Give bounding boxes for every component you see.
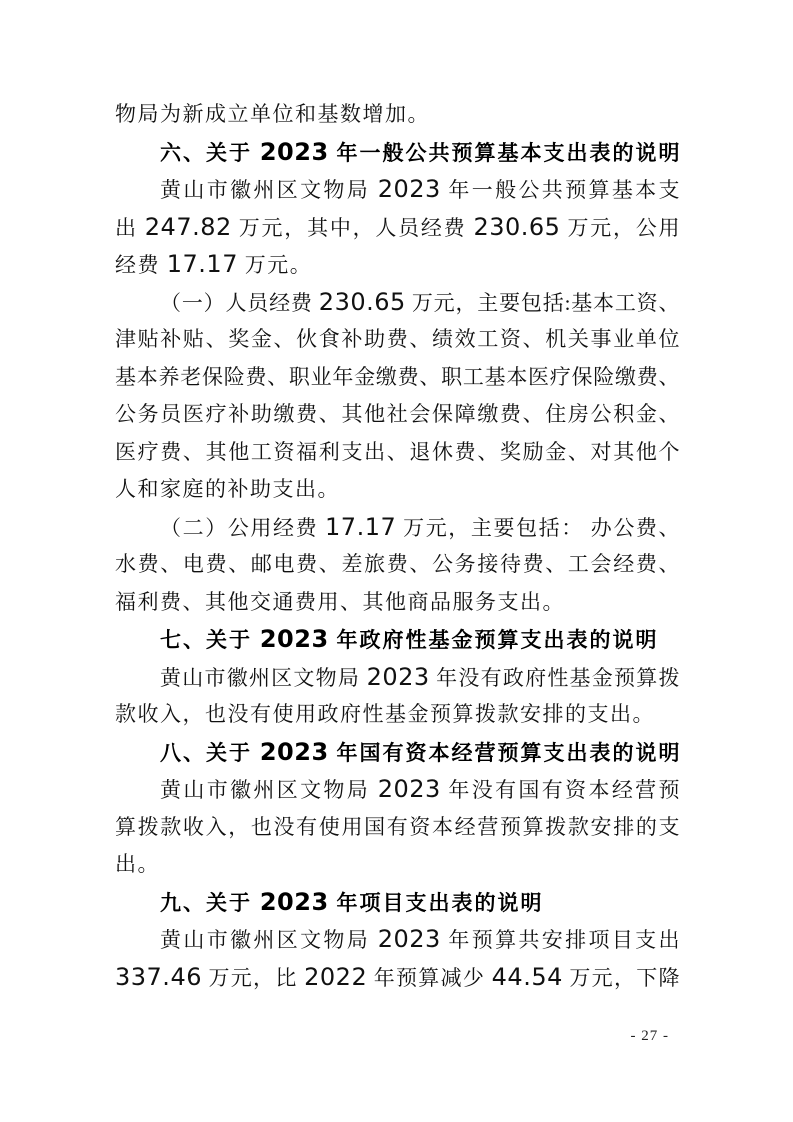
body-line-item-two: （二）公用经费 17.17 万元，主要包括： 办公费、 bbox=[160, 512, 681, 541]
body-line: 津贴补贴、奖金、伙食补助费、绩效工资、机关事业单位 bbox=[115, 327, 680, 351]
body-line: 黄山市徽州区文物局 2023 年没有政府性基金预算拨 bbox=[160, 662, 680, 691]
body-line: 算拨款收入，也没有使用国有资本经营预算拨款安排的支 bbox=[115, 814, 680, 839]
body-line: 福利费、其他交通费用、其他商品服务支出。 bbox=[115, 589, 565, 614]
section-heading-eight: 八、关于 2023 年国有资本经营预算支出表的说明 bbox=[160, 737, 682, 766]
body-line: 黄山市徽州区文物局 2023 年没有国有资本经营预 bbox=[160, 775, 681, 803]
body-line: 出 247.82 万元，其中，人员经费 230.65 万元，公用 bbox=[115, 212, 681, 241]
body-line: 公务员医疗补助缴费、其他社会保障缴费、住房公积金、 bbox=[115, 402, 680, 426]
section-heading-seven: 七、关于 2023 年政府性基金预算支出表的说明 bbox=[160, 625, 659, 653]
body-line: 黄山市徽州区文物局 2023 年预算共安排项目支出 bbox=[160, 925, 681, 953]
section-heading-nine: 九、关于 2023 年项目支出表的说明 bbox=[160, 887, 544, 916]
body-line: 款收入，也没有使用政府性基金预算拨款安排的支出。 bbox=[115, 702, 655, 726]
body-line: 黄山市徽州区文物局 2023 年一般公共预算基本支 bbox=[160, 175, 681, 203]
body-line-item-one: （一）人员经费 230.65 万元，主要包括:基本工资、 bbox=[160, 287, 680, 316]
body-line: 出。 bbox=[115, 852, 160, 876]
body-line: 医疗费、其他工资福利支出、退休费、奖励金、对其他个 bbox=[115, 439, 680, 464]
body-line-continuation: 物局为新成立单位和基数增加。 bbox=[115, 102, 430, 126]
page-number: - 27 - bbox=[630, 1028, 669, 1044]
body-line: 基本养老保险费、职业年金缴费、职工基本医疗保险缴费、 bbox=[115, 364, 680, 389]
body-line: 经费 17.17 万元。 bbox=[115, 250, 313, 278]
body-line: 人和家庭的补助支出。 bbox=[115, 477, 340, 501]
document-body bbox=[115, 96, 680, 996]
body-line: 337.46 万元，比 2022 年预算减少 44.54 万元，下降 bbox=[115, 962, 681, 991]
body-line: 水费、电费、邮电费、差旅费、公务接待费、工会经费、 bbox=[115, 552, 680, 576]
section-heading-six: 六、关于 2023 年一般公共预算基本支出表的说明 bbox=[160, 137, 682, 166]
